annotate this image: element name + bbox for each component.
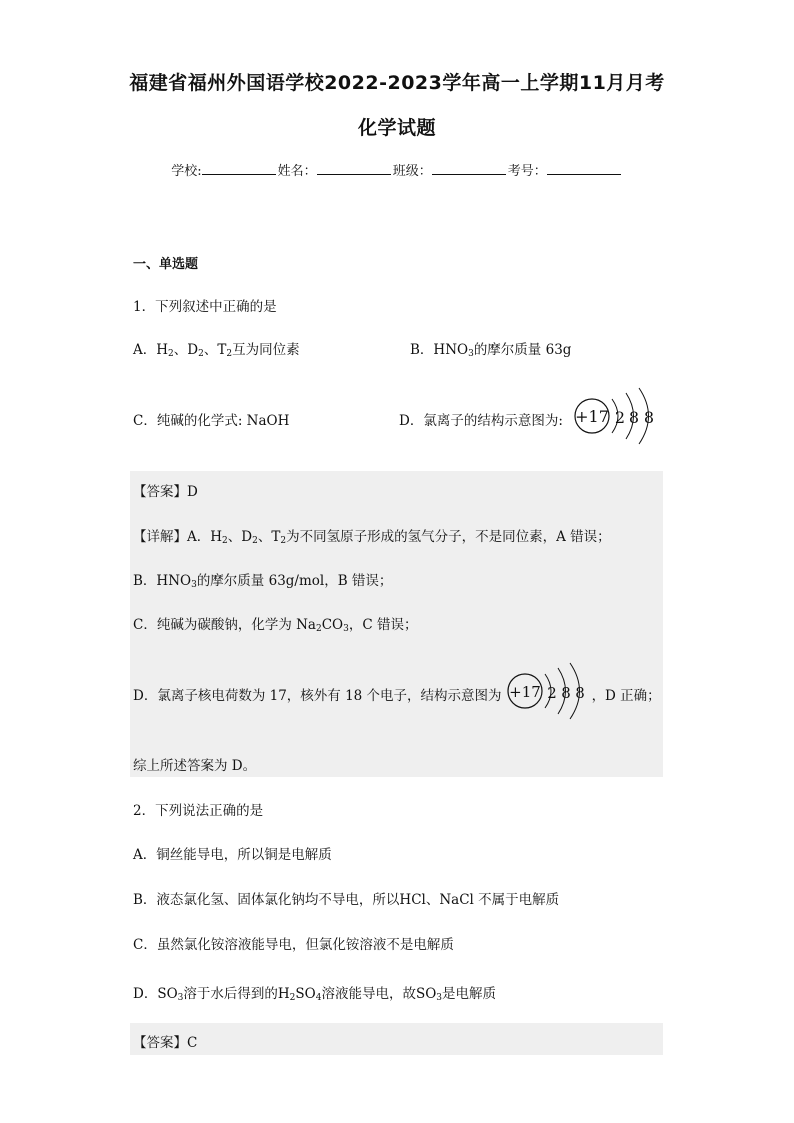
q2-option-d [133,982,496,1003]
q1-detail-text: D．氯离子核电荷数为 17，核外有 18 个电子，结构示意图为 [133,688,502,704]
q1-detail-text: B．HNO [133,573,192,589]
q1-option-a-text: 、T [203,342,227,358]
exam-number-blank[interactable] [547,162,621,175]
subscript: 2 [252,536,258,546]
shell-electron-count: 2 [614,408,626,427]
q1-detail-a [133,525,611,546]
q2-option-d-text: 溶液能导电，故SO [321,986,437,1002]
q1-option-a-text: 、D [173,342,199,358]
class-blank[interactable] [432,162,506,175]
q1-option-c: C．纯碱的化学式: NaOH [133,413,290,429]
q2-option-c: C．虽然氯化铵溶液能导电，但氯化铵溶液不是电解质 [133,937,454,953]
q1-option-a-text: 互为同位素 [232,342,300,358]
student-info-line [0,160,794,179]
subscript: 2 [222,536,228,546]
subscript: 2 [226,349,233,359]
chloride-ion-structure-diagram-detail [505,660,595,720]
q1-option-a-text: A．H [133,342,169,358]
subscript: 3 [468,349,474,359]
q1-summary: 综上所述答案为 D。 [133,758,257,774]
shell-electron-count: 8 [575,684,585,702]
q1-option-a [133,338,300,359]
subscript: 4 [315,993,322,1003]
q2-option-d-text: 溶于水后得到的H [183,986,290,1002]
subscript: 2 [289,993,296,1003]
shell-electron-count: 8 [643,408,655,427]
q1-detail-text: ，D 正确； [591,688,661,704]
q1-detail-text: 的摩尔质量 63g/mol，B 错误； [196,573,393,589]
q2-option-d-text: D．SO [133,986,178,1002]
page-title: 福建省福州外国语学校2022-2023学年高一上学期11月月考 [129,72,665,94]
section-heading: 一、单选题 [133,257,199,272]
nucleus-charge: +17 [575,407,609,426]
name-blank[interactable] [317,162,391,175]
subscript: 2 [315,624,322,634]
answer-block-shade [130,1023,663,1055]
q1-detail-text: 【详解】A．H [133,529,223,545]
q2-option-d-text: 是电解质 [442,986,497,1002]
shell-electron-count: 2 [547,684,557,702]
subscript: 2 [198,349,204,359]
shell-electron-count: 8 [561,684,571,702]
q2-stem: 2．下列说法正确的是 [133,803,264,819]
subscript: 3 [343,624,349,634]
chloride-ion-structure-diagram [572,385,664,445]
q1-detail-text: 、D [227,529,253,545]
q1-option-b-text: 的摩尔质量 63g [473,342,572,358]
q2-option-d-text: SO [295,986,316,1002]
class-label: 班级： [392,164,432,179]
subscript: 2 [168,349,174,359]
q1-detail-text: CO [321,617,344,633]
exam-number-label: 考号： [507,164,547,179]
q1-detail-text: 为不同氢原子形成的氢气分子，不是同位素，A 错误； [286,529,611,545]
subscript: 3 [191,580,197,590]
q2-option-b: B．液态氯化氢、固体氯化钠均不导电，所以HCl、NaCl 不属于电解质 [133,892,560,908]
q1-detail-text: ，C 错误； [348,617,418,633]
q1-option-b-text: B．HNO [410,342,469,358]
page-subtitle: 化学试题 [357,117,436,139]
q2-answer: 【答案】C [133,1035,198,1051]
q1-detail-text: 、T [257,529,281,545]
subscript: 2 [280,536,287,546]
subscript: 3 [177,993,184,1003]
q1-stem: 1．下列叙述中正确的是 [133,299,277,315]
nucleus-charge: +17 [509,683,541,701]
subscript: 3 [436,993,443,1003]
q1-option-b [410,338,571,359]
q1-detail-b [133,569,392,590]
q2-option-a: A．铜丝能导电，所以铜是电解质 [133,847,332,863]
school-blank[interactable] [202,162,276,175]
name-label: 姓名： [277,164,317,179]
shell-electron-count: 8 [628,408,640,427]
q1-detail-c [133,613,417,634]
q1-option-d: D．氯离子的结构示意图为: [399,413,563,429]
q1-detail-text: C．纯碱为碳酸钠，化学为 Na [133,617,316,633]
q1-answer: 【答案】D [133,484,198,500]
school-label: 学校: [171,164,202,179]
